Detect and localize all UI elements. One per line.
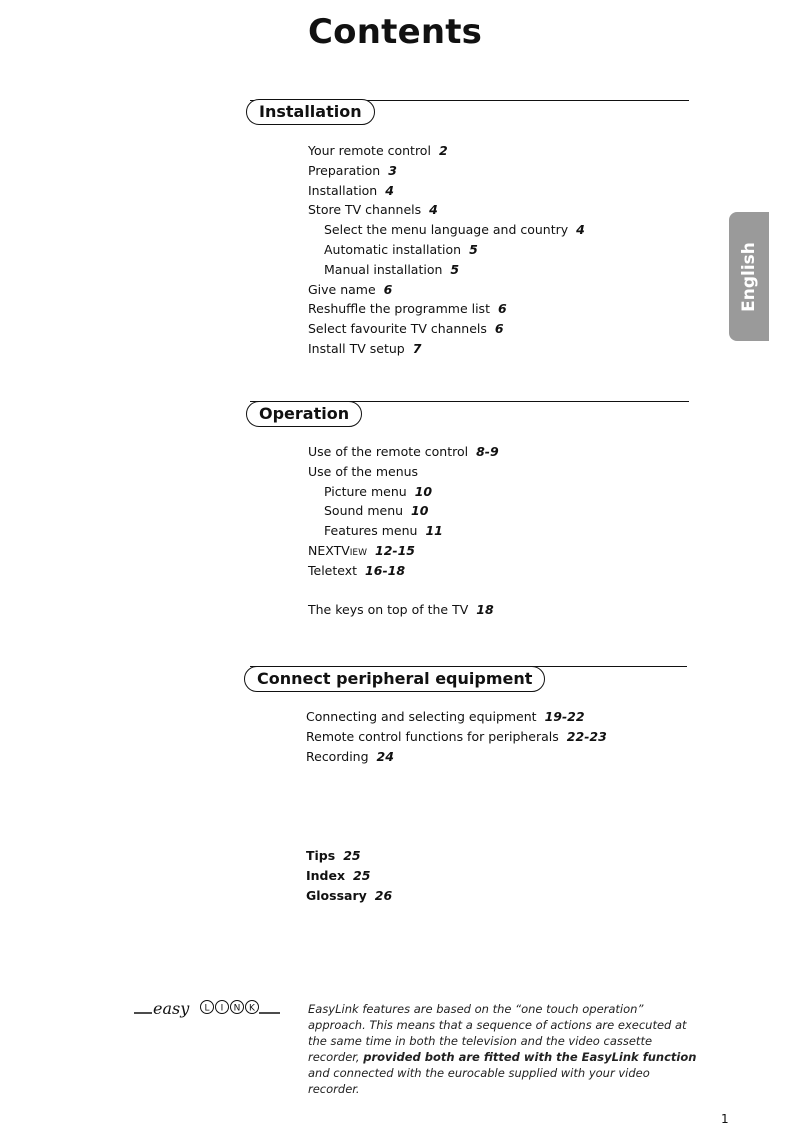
toc-item-page: 22-23	[566, 728, 607, 744]
easylink-note-bold: provided both are fitted with the EasyLink function	[363, 1050, 697, 1064]
toc-item-label: Manual installation	[324, 261, 443, 277]
toc-item[interactable]	[308, 280, 585, 300]
toc-item[interactable]	[306, 727, 607, 747]
toc-item-page: 25	[353, 867, 371, 883]
toc-item-label: Sound menu	[324, 503, 404, 519]
toc-item-label: Preparation	[308, 162, 381, 178]
easylink-logo-word: easy	[153, 999, 190, 1018]
toc-item[interactable]	[308, 161, 585, 181]
operation-section-heading: Operation	[246, 401, 362, 427]
toc-item-label: Picture menu	[324, 483, 407, 499]
toc-item-page: 6	[494, 321, 504, 337]
easylink-logo-letter: I	[220, 1003, 224, 1014]
easylink-logo-letter: L	[204, 1003, 210, 1014]
language-tab-label: English	[739, 241, 759, 312]
toc-item-label: Use of the remote control	[308, 444, 469, 459]
toc-item[interactable]	[308, 442, 499, 462]
toc-item-page: 26	[374, 887, 393, 903]
toc-item-index[interactable]	[306, 866, 392, 886]
toc-subitem[interactable]	[308, 220, 585, 240]
page-title: Contents	[308, 12, 483, 52]
toc-item[interactable]	[308, 462, 499, 482]
toc-item[interactable]	[306, 747, 607, 767]
toc-subitem[interactable]	[308, 482, 499, 502]
toc-item-page: 10	[414, 483, 433, 499]
toc-item-label: Use of the menus	[308, 463, 419, 479]
toc-item-page: 8-9	[476, 444, 499, 459]
toc-item-page: 6	[497, 301, 507, 317]
toc-item-page: 19-22	[544, 709, 585, 724]
toc-item-label: Tips	[306, 848, 336, 863]
toc-item-label: Glossary	[306, 887, 367, 903]
toc-item-page: 18	[476, 602, 494, 618]
toc-item-page: 4	[429, 202, 438, 218]
toc-item-page: 24	[376, 748, 394, 764]
toc-item-glossary[interactable]	[306, 886, 392, 906]
toc-item-page: 11	[425, 523, 443, 539]
toc-item-label: Remote control functions for peripherals	[306, 728, 559, 744]
toc-item-page: 5	[469, 241, 478, 257]
installation-section-heading: Installation	[246, 99, 375, 125]
toc-item[interactable]	[308, 600, 499, 620]
easylink-logo-letter: N	[233, 1003, 241, 1014]
toc-item[interactable]	[308, 141, 585, 161]
language-tab[interactable]	[729, 212, 769, 341]
toc-item[interactable]	[308, 561, 499, 581]
toc-item[interactable]	[306, 707, 607, 727]
toc-subitem[interactable]	[308, 521, 499, 541]
toc-item-page: 2	[438, 143, 448, 158]
toc-item[interactable]	[308, 319, 585, 339]
easylink-note-text-end: and connected with the eurocable supplied with your video recorder.	[308, 1066, 650, 1096]
easylink-logo	[132, 995, 282, 1025]
toc-item-page: 25	[343, 848, 361, 863]
easylink-logo-letter: K	[249, 1003, 255, 1014]
toc-item-label: Features menu	[324, 523, 418, 539]
toc-item-page: 5	[450, 261, 460, 277]
toc-item-page: 4	[576, 222, 585, 238]
toc-item-page: 16-18	[365, 562, 406, 578]
toc-item-label: Connecting and selecting equipment	[306, 709, 537, 724]
toc-item-label: Reshuffle the programme list	[308, 301, 490, 317]
installation-toc-list	[308, 141, 585, 359]
toc-subitem[interactable]	[308, 501, 499, 521]
toc-item-page: 3	[388, 162, 397, 178]
toc-item-label: Recording	[306, 748, 369, 764]
toc-item-label: Installation	[308, 182, 378, 198]
toc-item[interactable]	[308, 541, 499, 561]
toc-item-page: 4	[385, 182, 394, 198]
operation-toc-list	[308, 442, 499, 620]
toc-item-label: Store TV channels	[308, 202, 422, 218]
toc-item-label: Automatic installation	[324, 241, 462, 257]
toc-item[interactable]	[308, 181, 585, 201]
toc-item-tips[interactable]	[306, 846, 392, 866]
toc-item-label: Teletext	[308, 562, 358, 578]
peripheral-toc-list	[306, 707, 607, 766]
toc-item-page: 6	[383, 281, 393, 297]
toc-subitem[interactable]	[308, 260, 585, 280]
toc-item-label: Select the menu language and country	[324, 222, 569, 238]
toc-item-label: Install TV setup	[308, 340, 405, 356]
toc-item-label: The keys on top of the TV	[308, 602, 469, 618]
toc-item-page: 10	[411, 503, 429, 519]
toc-item-page: 12-15	[375, 542, 416, 558]
page-number: 1	[721, 1112, 729, 1126]
toc-item[interactable]	[308, 339, 585, 359]
toc-item-page: 7	[412, 340, 422, 356]
toc-item[interactable]	[308, 299, 585, 319]
easylink-note-text: EasyLink features are based on the “one touch operation” approach. This means that a sequence of actions are executed at the same time in both the television and the video cassette recorder,	[308, 1002, 687, 1064]
toc-item-label: Your remote control	[308, 143, 431, 158]
toc-item-label: Index	[306, 867, 346, 883]
toc-item-label: NEXTView	[308, 542, 368, 558]
toc-item-label: Give name	[308, 281, 376, 297]
extras-toc-list	[306, 846, 392, 905]
toc-subitem[interactable]	[308, 240, 585, 260]
peripheral-section-heading: Connect peripheral equipment	[244, 666, 545, 692]
easylink-note	[308, 1001, 698, 1097]
toc-item[interactable]	[308, 200, 585, 220]
toc-item-label: Select favourite TV channels	[308, 321, 487, 337]
